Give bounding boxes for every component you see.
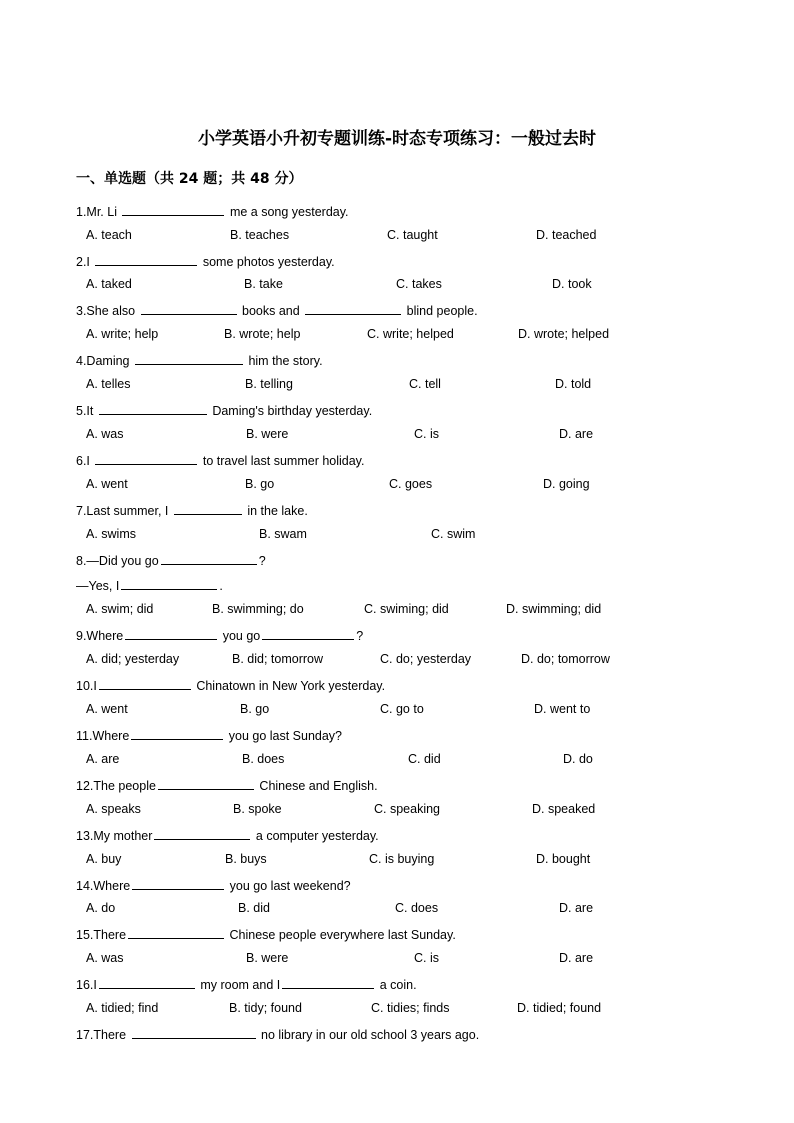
- option-c: C. swim: [431, 527, 476, 541]
- question-5: [76, 402, 794, 422]
- answer-blank: [125, 627, 217, 640]
- option-a: A. went: [86, 477, 128, 491]
- option-a: A. tidied; find: [86, 1001, 159, 1015]
- option-a: A. do: [86, 901, 116, 915]
- option-b: B. swimming; do: [212, 602, 304, 616]
- options-row: [0, 702, 794, 722]
- question-text: 2.I: [76, 255, 94, 269]
- answer-blank: [282, 976, 374, 989]
- question-text: 1.Mr. Li: [76, 205, 121, 219]
- question-text: books and: [238, 304, 304, 318]
- option-c: C. taught: [387, 228, 438, 242]
- answer-blank: [132, 877, 224, 890]
- option-d: D. are: [559, 427, 594, 441]
- question-text: 11.Where: [76, 729, 130, 743]
- options-row: [0, 327, 794, 347]
- question-text: 16.I: [76, 978, 97, 992]
- answer-blank: [161, 552, 257, 565]
- question-text: 5.It: [76, 404, 97, 418]
- question-text: 3.She also: [76, 304, 139, 318]
- options-row: [0, 602, 794, 622]
- option-c: C. do; yesterday: [380, 652, 472, 666]
- question-text: him the story.: [244, 354, 323, 368]
- answer-blank: [121, 577, 217, 590]
- option-c: C. does: [395, 901, 439, 915]
- option-d: D. are: [559, 901, 594, 915]
- option-c: C. go to: [380, 702, 424, 716]
- answer-blank: [141, 302, 237, 315]
- options-row: [0, 752, 794, 772]
- question-8: [76, 552, 794, 572]
- question-17: [76, 1026, 794, 1046]
- options-row: [0, 477, 794, 497]
- option-d: D. tidied; found: [517, 1001, 602, 1015]
- option-a: A. taked: [86, 277, 132, 291]
- question-text: 4.Daming: [76, 354, 133, 368]
- question-text: some photos yesterday.: [199, 255, 335, 269]
- question-text: Chinese people everywhere last Sunday.: [226, 928, 456, 942]
- question-text: .: [219, 579, 223, 593]
- question-14: [76, 877, 794, 897]
- option-c: C. goes: [389, 477, 433, 491]
- option-d: D. bought: [536, 852, 591, 866]
- options-row: [0, 527, 794, 547]
- options-row: [0, 802, 794, 822]
- question-text: 6.I: [76, 454, 94, 468]
- option-b: B. buys: [225, 852, 267, 866]
- question-3: [76, 302, 794, 322]
- option-c: C. is: [414, 951, 439, 965]
- question-16: [76, 976, 794, 996]
- question-text: Chinatown in New York yesterday.: [192, 679, 386, 693]
- question-text: 17.There: [76, 1028, 130, 1042]
- question-15: [76, 926, 794, 946]
- question-text: —Yes, I: [76, 579, 120, 593]
- question-text: a computer yesterday.: [252, 829, 379, 843]
- option-d: D. told: [555, 377, 592, 391]
- option-d: D. took: [552, 277, 592, 291]
- option-d: D. went to: [534, 702, 591, 716]
- option-c: C. is buying: [369, 852, 435, 866]
- option-b: B. were: [246, 427, 289, 441]
- question-text: a coin.: [376, 978, 417, 992]
- option-d: D. do; tomorrow: [521, 652, 610, 666]
- option-b: B. swam: [259, 527, 307, 541]
- question-6: [76, 452, 794, 472]
- option-b: B. did: [238, 901, 270, 915]
- option-d: D. are: [559, 951, 594, 965]
- question-9: [76, 627, 794, 647]
- option-b: B. take: [244, 277, 283, 291]
- answer-blank: [131, 727, 223, 740]
- answer-blank: [95, 253, 197, 266]
- option-d: D. going: [543, 477, 590, 491]
- question-text: 14.Where: [76, 879, 131, 893]
- answer-blank: [305, 302, 401, 315]
- question-text: 7.Last summer, I: [76, 504, 172, 518]
- options-row: [0, 652, 794, 672]
- question-text: you go: [219, 629, 261, 643]
- section-heading: 一、单选题（共 24 题；共 48 分）: [76, 171, 303, 187]
- answer-blank: [132, 1026, 256, 1039]
- option-b: B. go: [245, 477, 275, 491]
- question-13: [76, 827, 794, 847]
- question-text: blind people.: [403, 304, 478, 318]
- question-text: no library in our old school 3 years ago.: [257, 1028, 480, 1042]
- option-b: B. did; tomorrow: [232, 652, 324, 666]
- answer-blank: [95, 452, 197, 465]
- question-text: you go last weekend?: [226, 879, 351, 893]
- options-row: [0, 852, 794, 872]
- question-10: [76, 677, 794, 697]
- option-c: C. tidies; finds: [371, 1001, 450, 1015]
- options-row: [0, 901, 794, 921]
- question-7: [76, 502, 794, 522]
- option-d: D. do: [563, 752, 593, 766]
- option-a: A. swims: [86, 527, 136, 541]
- question-12: [76, 777, 794, 797]
- option-c: C. did: [408, 752, 441, 766]
- question-text: in the lake.: [243, 504, 308, 518]
- options-row: [0, 228, 794, 248]
- option-b: B. tidy; found: [229, 1001, 302, 1015]
- option-a: A. write; help: [86, 327, 159, 341]
- question-text: ?: [356, 629, 364, 643]
- answer-blank: [128, 926, 224, 939]
- option-d: D. wrote; helped: [518, 327, 610, 341]
- page-title: 小学英语小升初专题训练-时态专项练习：一般过去时: [197, 129, 597, 149]
- option-c: C. speaking: [374, 802, 441, 816]
- question-11: [76, 727, 794, 747]
- question-text: 15.There: [76, 928, 127, 942]
- answer-blank: [158, 777, 254, 790]
- question-text: 9.Where: [76, 629, 124, 643]
- answer-blank: [174, 502, 242, 515]
- question-8-reply: [76, 577, 794, 597]
- option-d: D. teached: [536, 228, 597, 242]
- answer-blank: [99, 976, 195, 989]
- option-a: A. speaks: [86, 802, 141, 816]
- option-a: A. swim; did: [86, 602, 154, 616]
- question-text: 13.My mother: [76, 829, 153, 843]
- option-d: D. speaked: [532, 802, 596, 816]
- question-text: Daming's birthday yesterday.: [208, 404, 373, 418]
- option-c: C. is: [414, 427, 439, 441]
- option-a: A. was: [86, 951, 124, 965]
- question-text: 8.—Did you go: [76, 554, 159, 568]
- option-a: A. telles: [86, 377, 131, 391]
- options-row: [0, 427, 794, 447]
- option-b: B. were: [246, 951, 289, 965]
- option-c: C. tell: [409, 377, 441, 391]
- option-b: B. go: [240, 702, 270, 716]
- option-d: D. swimming; did: [506, 602, 602, 616]
- option-a: A. are: [86, 752, 120, 766]
- options-row: [0, 1001, 794, 1021]
- answer-blank: [99, 402, 207, 415]
- option-b: B. teaches: [230, 228, 290, 242]
- option-c: C. write; helped: [367, 327, 454, 341]
- question-text: 10.I: [76, 679, 97, 693]
- question-text: to travel last summer holiday.: [199, 454, 365, 468]
- question-text: you go last Sunday?: [225, 729, 343, 743]
- question-text: me a song yesterday.: [226, 205, 349, 219]
- option-a: A. did; yesterday: [86, 652, 180, 666]
- option-a: A. teach: [86, 228, 132, 242]
- option-b: B. does: [242, 752, 285, 766]
- question-4: [76, 352, 794, 372]
- option-b: B. wrote; help: [224, 327, 301, 341]
- question-text: my room and I: [196, 978, 281, 992]
- options-row: [0, 377, 794, 397]
- question-text: Chinese and English.: [255, 779, 378, 793]
- answer-blank: [99, 677, 191, 690]
- answer-blank: [135, 352, 243, 365]
- options-row: [0, 951, 794, 971]
- option-a: A. went: [86, 702, 128, 716]
- answer-blank: [262, 627, 354, 640]
- question-text: 12.The people: [76, 779, 156, 793]
- option-a: A. was: [86, 427, 124, 441]
- option-c: C. swiming; did: [364, 602, 449, 616]
- answer-blank: [122, 203, 224, 216]
- question-1: [76, 203, 794, 223]
- answer-blank: [154, 827, 250, 840]
- option-b: B. telling: [245, 377, 293, 391]
- option-b: B. spoke: [233, 802, 282, 816]
- option-c: C. takes: [396, 277, 442, 291]
- question-text: ?: [258, 554, 266, 568]
- options-row: [0, 277, 794, 297]
- option-a: A. buy: [86, 852, 122, 866]
- question-2: [76, 253, 794, 273]
